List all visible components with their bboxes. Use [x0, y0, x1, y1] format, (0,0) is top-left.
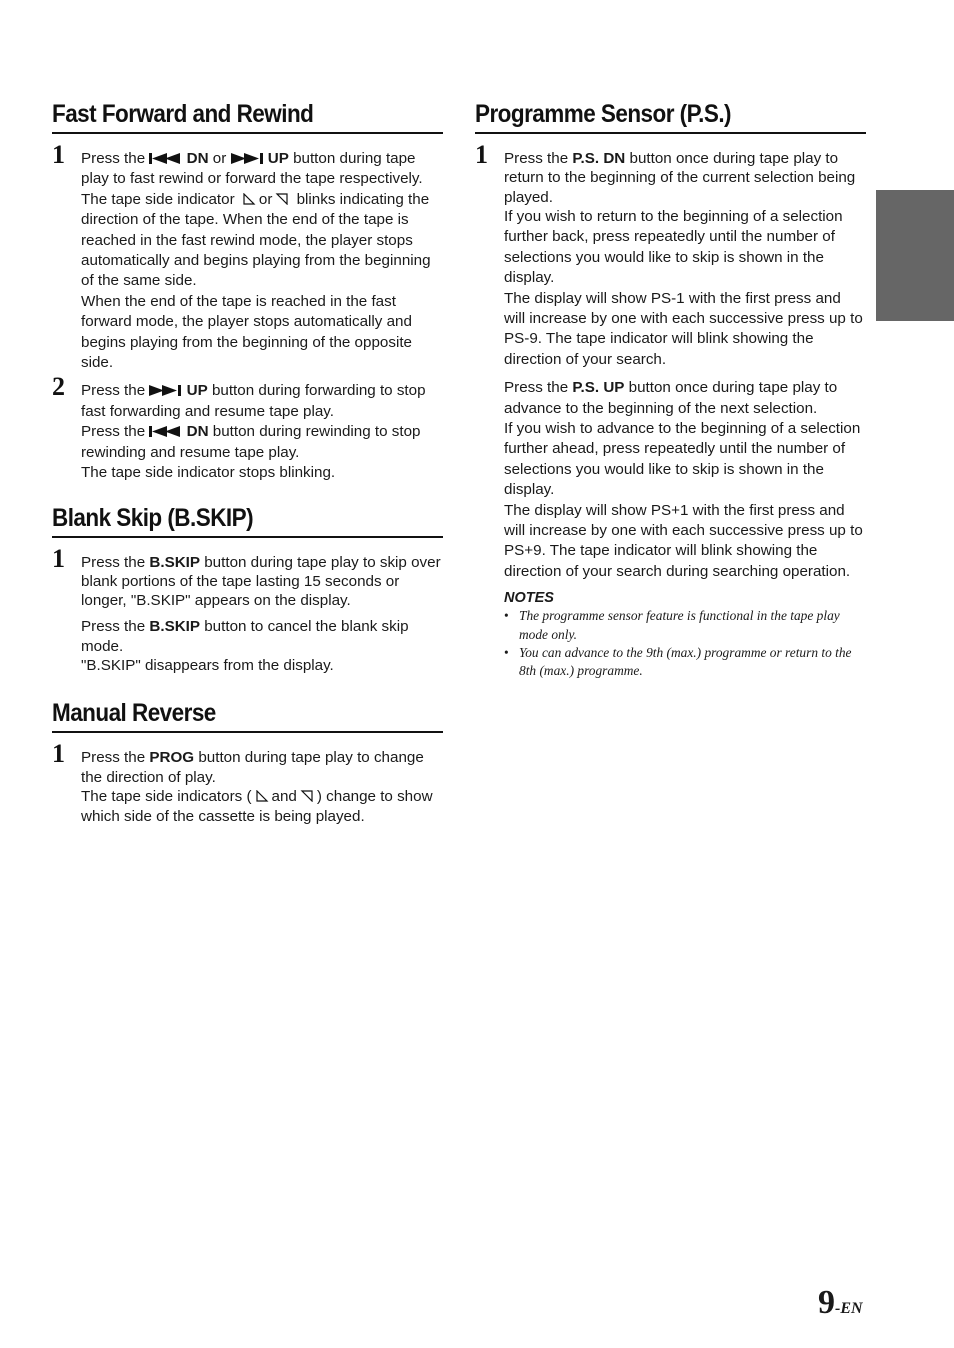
step-text: The tape side indicators ( and ) change to show which side of the cassette is being played.: [81, 787, 433, 826]
side-tab-marker: [876, 190, 954, 321]
section-rule: [52, 731, 443, 733]
section-title: Blank Skip (B.SKIP): [52, 503, 254, 532]
step-text: The display will show PS-1 with the first press and will increase by one with each successive press up to PS-9. The tape indicator will blink showing the direction of your search.: [504, 289, 863, 368]
skip-forward-icon: [149, 385, 182, 396]
left-column: [52, 100, 443, 828]
section-blank-skip: [52, 504, 443, 676]
step-text: When the end of the tape is reached in the fast forward mode, the player stops automatically and begins playing from the beginning of the opposite side.: [81, 292, 412, 372]
step-number: 2: [52, 372, 65, 402]
step-number: 1: [52, 140, 65, 169]
step-1: [52, 543, 443, 676]
section-title: Manual Reverse: [52, 699, 216, 728]
skip-back-icon: [149, 153, 182, 164]
step-text: Press the DN button during rewinding to stop rewinding and resume tape play.: [81, 423, 421, 461]
step-1: [52, 739, 443, 827]
step-1: [475, 140, 866, 680]
step-number: 1: [52, 543, 65, 573]
tape-side-a-icon: [255, 790, 269, 802]
step-number: 1: [475, 140, 488, 169]
tape-side-a-icon: [242, 193, 256, 205]
step-1: [52, 140, 443, 373]
step-text: Press the B.SKIP button to cancel the blank skip mode.: [81, 618, 409, 655]
section-rule: [52, 536, 443, 538]
step-text: Press the P.S. UP button once during tape play to advance to the beginning of the next selection.: [504, 379, 838, 417]
step-text: The tape side indicator or blinks indicating the direction of the tape. When the end of the tape is reached in the fast rewind mode, the player stops automatically and begins playing from the beginning of the same side.: [81, 190, 431, 290]
right-column: [475, 100, 866, 680]
note-item: • The programme sensor feature is functional in the tape play mode only.: [504, 608, 840, 642]
step-number: 1: [52, 739, 65, 769]
step-text: Press the P.S. DN button once during tape play to return to the beginning of the current selection being played.: [504, 150, 856, 206]
note-item: • You can advance to the 9th (max.) programme or return to the 8th (max.) programme.: [504, 644, 852, 679]
page-number: 9-EN: [818, 1284, 863, 1321]
step-text: Press the B.SKIP button during tape play to skip over blank portions of the tape lasting 15 seconds or longer, "B.SKIP" appears on the display.: [81, 553, 441, 610]
tape-side-b-icon: [275, 193, 289, 205]
step-text: If you wish to return to the beginning of a selection further back, press repeatedly until the number of selections you would like to skip is shown in the display.: [504, 207, 843, 287]
section-fast-forward: [52, 100, 443, 484]
section-manual-reverse: [52, 699, 443, 827]
section-rule: [52, 132, 443, 134]
step-text: The tape side indicator stops blinking.: [81, 464, 336, 482]
step-text: "B.SKIP" disappears from the display.: [81, 656, 334, 674]
notes-block: [504, 590, 866, 680]
step-text: Press the DN or UP button during tape play to fast rewind or forward the tape respectively.: [81, 150, 423, 188]
notes-list: [504, 607, 866, 680]
section-title: Programme Sensor (P.S.): [475, 100, 732, 128]
skip-back-icon: [149, 426, 182, 437]
skip-forward-icon: [231, 153, 264, 164]
section-programme-sensor: [475, 100, 866, 680]
section-title: Fast Forward and Rewind: [52, 100, 314, 128]
step-text: Press the UP button during forwarding to stop fast forwarding and resume tape play.: [81, 382, 426, 420]
step-text: Press the PROG button during tape play to change the direction of play.: [81, 749, 424, 786]
notes-title: NOTES: [504, 590, 554, 607]
tape-side-b-icon: [300, 790, 314, 802]
step-2: [52, 372, 443, 483]
step-text: The display will show PS+1 with the first press and will increase by one with each successive press up to PS+9. The tape indicator will blink showing the direction of your search during searching operation.: [504, 501, 863, 580]
section-rule: [475, 132, 866, 134]
step-text: If you wish to advance to the beginning of a selection further ahead, press repeatedly until the number of selections you would like to skip is shown in the display.: [504, 419, 861, 499]
